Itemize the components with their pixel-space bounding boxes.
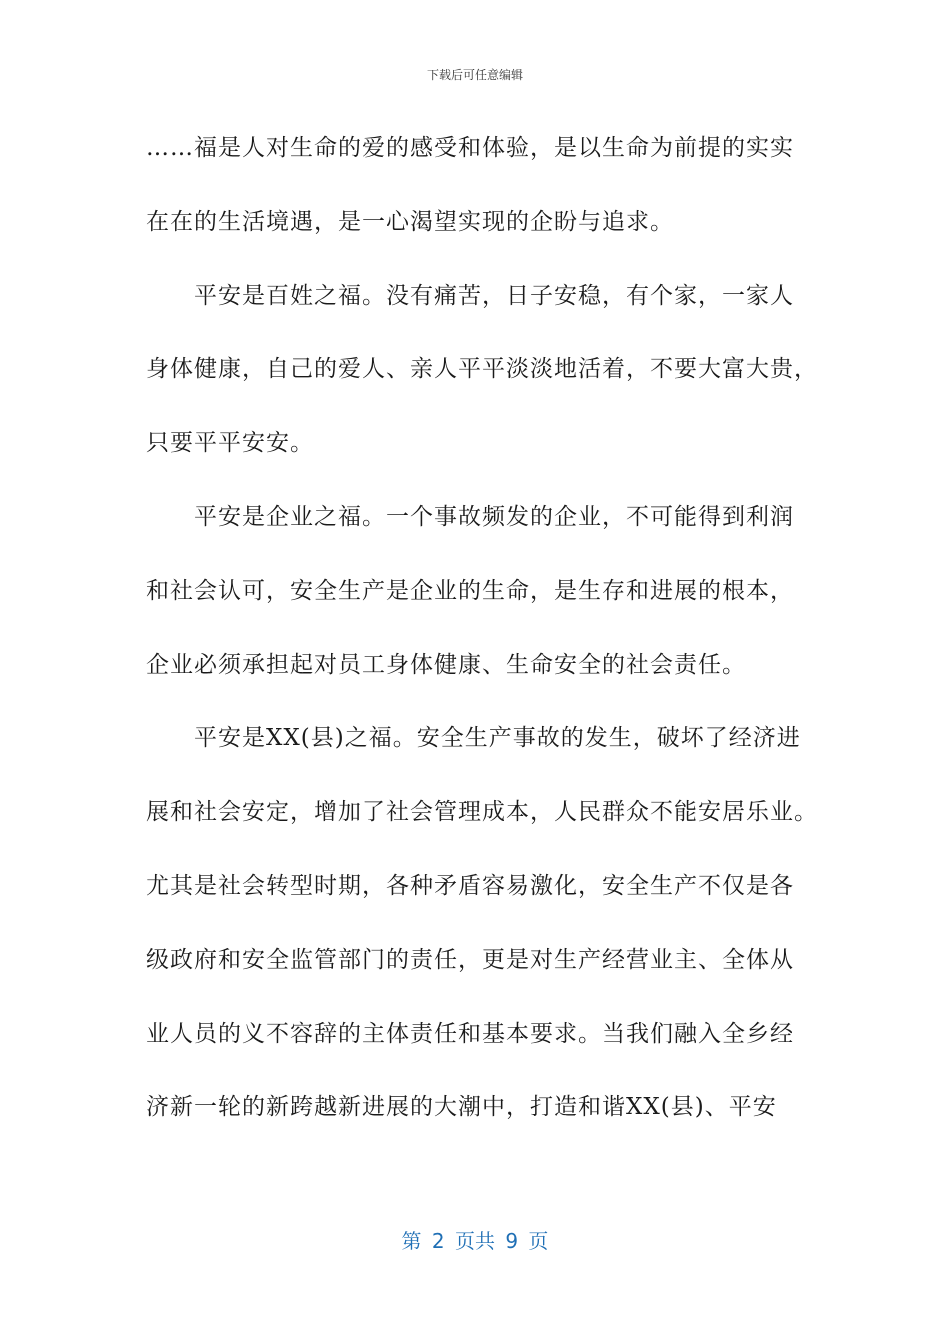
paragraph-start-line: 平安是企业之福。一个事故频发的企业，不可能得到利润 [194,503,794,530]
text-line: 企业必须承担起对员工身体健康、生命安全的社会责任。 [146,651,746,678]
text-line: ……福是人对生命的爱的感受和体验，是以生命为前提的实实 [146,135,794,161]
text-line: 业人员的义不容辞的主体责任和基本要求。当我们融入全乡经 [146,1020,794,1047]
text-line: 济新一轮的新跨越新进展的大潮中，打造和谐XX(县)、平安 [146,1094,777,1121]
text-line: 身体健康，自己的爱人、亲人平平淡淡地活着，不要大富大贵， [146,356,818,383]
paragraph-start-line: 平安是百姓之福。没有痛苦，日子安稳，有个家，一家人 [194,282,794,309]
paragraph-start-line: 平安是XX(县)之福。安全生产事故的发生，破坏了经济进 [194,725,801,752]
text-line: 和社会认可，安全生产是企业的生命，是生存和进展的根本， [146,577,794,604]
text-line: 尤其是社会转型时期，各种矛盾容易激化，安全生产不仅是各 [146,872,794,899]
text-line: 级政府和安全监管部门的责任，更是对生产经营业主、全体从 [146,946,794,973]
text-line: 展和社会安定，增加了社会管理成本，人民群众不能安居乐业。 [146,799,818,826]
text-line: 只要平平安安。 [146,430,314,457]
text-line: 在在的生活境遇，是一心渴望实现的企盼与追求。 [146,208,674,235]
page-number-footer: 第 2 页共 9 页 [401,1229,549,1253]
page-header: 下载后可任意编辑 [426,68,523,82]
document-body [146,112,816,1145]
